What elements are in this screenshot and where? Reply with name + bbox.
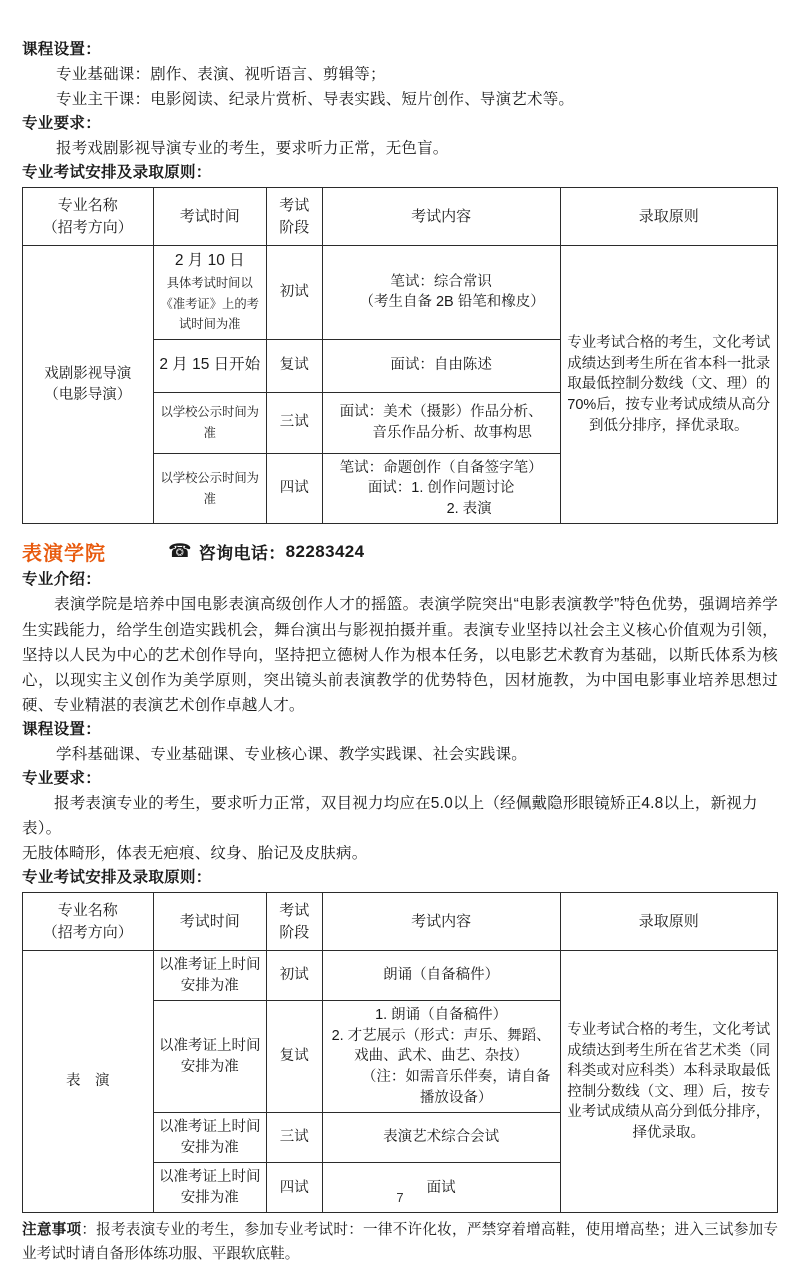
- th-major-line2: （招考方向）: [42, 923, 133, 941]
- th-content: 考试内容: [322, 188, 560, 246]
- directing-content-4-line2: 面试：1. 创作问题讨论: [367, 480, 515, 497]
- directing-content-4-line1: 笔试：命题创作（自备签字笔）: [339, 459, 543, 476]
- th-major-line1: 专业名称: [57, 197, 118, 215]
- directing-major-cell: [23, 245, 154, 523]
- phone-label: 咨询电话：: [198, 544, 286, 564]
- table-row: [23, 245, 778, 339]
- performance-time-1-line1: 以准考证上时间: [158, 957, 261, 974]
- th-rule: 录取原则: [560, 893, 777, 951]
- performance-time-3: [153, 1113, 266, 1163]
- th-stage-line2: 阶段: [279, 923, 310, 941]
- notice-paragraph: [22, 1219, 778, 1266]
- directing-requirement-title: 专业要求：: [22, 115, 102, 133]
- directing-stage-1: 初试: [266, 245, 322, 339]
- directing-major-line1: 戏剧影视导演: [44, 366, 132, 383]
- directing-time-1-main: 2 月 10 日: [174, 251, 245, 269]
- directing-content-1-line1: 笔试：综合常识: [390, 273, 492, 290]
- directing-time-2-main: 2 月 15 日开始: [159, 356, 261, 374]
- performance-content-2: [322, 1001, 560, 1113]
- performance-stage-2: 复试: [266, 1001, 322, 1113]
- th-rule: 录取原则: [560, 188, 777, 246]
- phone-block: [168, 539, 365, 564]
- performance-time-2-line2: 安排为准: [180, 1058, 239, 1075]
- directing-content-4: [322, 453, 560, 524]
- directing-curriculum-line-1: 专业基础课：剧作、表演、视听语言、剪辑等；: [56, 66, 386, 84]
- directing-time-4-sub: 以学校公示时间为准: [160, 470, 259, 506]
- performance-intro-title: 专业介绍：: [22, 571, 102, 589]
- performance-academy-header: [22, 537, 778, 566]
- performance-content-2-item2: 2. 才艺展示（形式：声乐、舞蹈、戏曲、武术、曲艺、杂技）: [331, 1027, 551, 1065]
- directing-stage-2: 复试: [266, 339, 322, 392]
- directing-time-1-sub: 具体考试时间以《准考证》上的考试时间为准: [160, 275, 259, 332]
- performance-time-4-line1: 以准考证上时间: [158, 1169, 261, 1186]
- directing-stage-4: 四试: [266, 453, 322, 524]
- performance-requirement-line-2: 无肢体畸形，体表无疤痕、纹身、胎记及皮肤病。: [22, 845, 368, 863]
- academy-name: 表演学院: [22, 543, 106, 566]
- directing-content-1: [322, 245, 560, 339]
- performance-content-3: 表演艺术综合会试: [322, 1113, 560, 1163]
- performance-stage-3: 三试: [266, 1113, 322, 1163]
- performance-content-2-item1: 1. 朗诵（自备稿件）: [375, 1007, 508, 1024]
- table-header-row: [23, 893, 778, 951]
- th-stage-line2: 阶段: [279, 218, 310, 236]
- performance-stage-4: 四试: [266, 1163, 322, 1213]
- th-time: 考试时间: [153, 893, 266, 951]
- performance-content-2-item3: （注：如需音乐伴奏，请自备播放设备）: [361, 1068, 551, 1106]
- th-stage-line1: 考试: [279, 197, 310, 215]
- directing-time-2: [153, 339, 266, 392]
- performance-time-1: [153, 951, 266, 1001]
- directing-content-1-line2: （考生自备 2B 铅笔和橡皮）: [359, 294, 545, 311]
- performance-table-title: 专业考试安排及录取原则：: [22, 869, 212, 887]
- directing-time-1: [153, 245, 266, 339]
- table-header-row: [23, 188, 778, 246]
- performance-curriculum-text: 学科基础课、专业基础课、专业核心课、教学实践课、社会实践课。: [56, 746, 528, 764]
- directing-table-title: 专业考试安排及录取原则：: [22, 164, 212, 182]
- directing-content-3-line1: 面试：美术（摄影）作品分析、: [339, 404, 543, 421]
- th-content: 考试内容: [322, 893, 560, 951]
- performance-time-3-line1: 以准考证上时间: [158, 1119, 261, 1136]
- performance-curriculum-title: 课程设置：: [22, 721, 102, 738]
- directing-time-3-sub: 以学校公示时间为准: [160, 405, 259, 440]
- th-major: [23, 893, 154, 951]
- th-major: [23, 188, 154, 246]
- directing-curriculum-line-2: 专业主干课：电影阅读、纪录片赏析、导表实践、短片创作、导演艺术等。: [56, 91, 575, 109]
- directing-exam-table: [22, 187, 778, 524]
- directing-stage-3: 三试: [266, 392, 322, 453]
- performance-time-4: [153, 1163, 266, 1213]
- performance-requirement-line-1: 报考表演专业的考生，要求听力正常，双目视力均应在5.0以上（经佩戴隐形眼镜矫正4.8以上，新视力表）。: [22, 795, 758, 838]
- performance-time-4-line2: 安排为准: [180, 1189, 239, 1206]
- directing-curriculum-title: 课程设置：: [22, 41, 102, 58]
- table-row: [23, 951, 778, 1001]
- directing-content-3: [322, 392, 560, 453]
- th-stage-line1: 考试: [279, 902, 310, 920]
- th-major-line2: （招考方向）: [42, 218, 133, 236]
- directing-rule-cell: 专业考试合格的考生，文化考试成绩达到考生所在省本科一批录取最低控制分数线（文、理）的 70%后，按专业考试成绩从高分到低分排序，择优录取。: [560, 245, 777, 523]
- performance-intro-text: 表演学院是培养中国电影表演高级创作人才的摇篮。表演学院突出“电影表演教学”特色优势，强调培养学生实践能力，给学生创造实践机会，舞台演出与影视拍摄并重。表演专业坚持以社会主义核心价值观为引领，坚持以人民为中心的艺术创作导向，坚持把立德树人作为根本任务，以电影艺术教育为基础，以斯氏体系为核心，以现实主义创作为美学原则，突出镜头前表演教学的优势特色，因材施教，为中国电影事业培养思想过硬、专业精湛的表演艺术创作卓越人才。: [22, 596, 778, 714]
- performance-content-4: 面试: [322, 1163, 560, 1213]
- directing-time-3: [153, 392, 266, 453]
- notice-text: ：报考表演专业的考生，参加专业考试时：一律不许化妆，严禁穿着增高鞋，使用增高垫；进入三试参加专业考试时请自备形体练功服、平跟软底鞋。: [22, 1222, 778, 1262]
- performance-exam-table: [22, 892, 778, 1213]
- performance-content-1: 朗诵（自备稿件）: [322, 951, 560, 1001]
- telephone-icon: ☎: [168, 541, 192, 563]
- performance-requirement-title: 专业要求：: [22, 770, 102, 788]
- th-time: 考试时间: [153, 188, 266, 246]
- directing-content-4-line3: 2. 表演: [446, 500, 492, 517]
- th-stage: [266, 893, 322, 951]
- performance-major-cell: 表 演: [23, 951, 154, 1213]
- notice-label: 注意事项: [22, 1222, 82, 1239]
- performance-time-3-line2: 安排为准: [180, 1139, 239, 1156]
- page-number: 7: [396, 1190, 404, 1205]
- directing-major-line2: （电影导演）: [44, 386, 132, 403]
- th-stage: [266, 188, 322, 246]
- directing-requirement-text: 报考戏剧影视导演专业的考生，要求听力正常，无色盲。: [56, 140, 449, 158]
- performance-stage-1: 初试: [266, 951, 322, 1001]
- directing-time-4: [153, 453, 266, 524]
- performance-time-2-line1: 以准考证上时间: [158, 1038, 261, 1055]
- performance-rule-cell: 专业考试合格的考生，文化考试成绩达到考生所在省艺术类（同科类或对应科类）本科录取最低控制分数线（文、理）后，按专业考试成绩从高分到低分排序，择优录取。: [560, 951, 777, 1213]
- performance-time-2: [153, 1001, 266, 1113]
- directing-content-2: 面试：自由陈述: [322, 339, 560, 392]
- directing-content-3-line2: 音乐作品分析、故事构思: [372, 424, 532, 441]
- performance-time-1-line2: 安排为准: [180, 977, 239, 994]
- phone-number: 82283424: [285, 541, 365, 561]
- th-major-line1: 专业名称: [57, 902, 118, 920]
